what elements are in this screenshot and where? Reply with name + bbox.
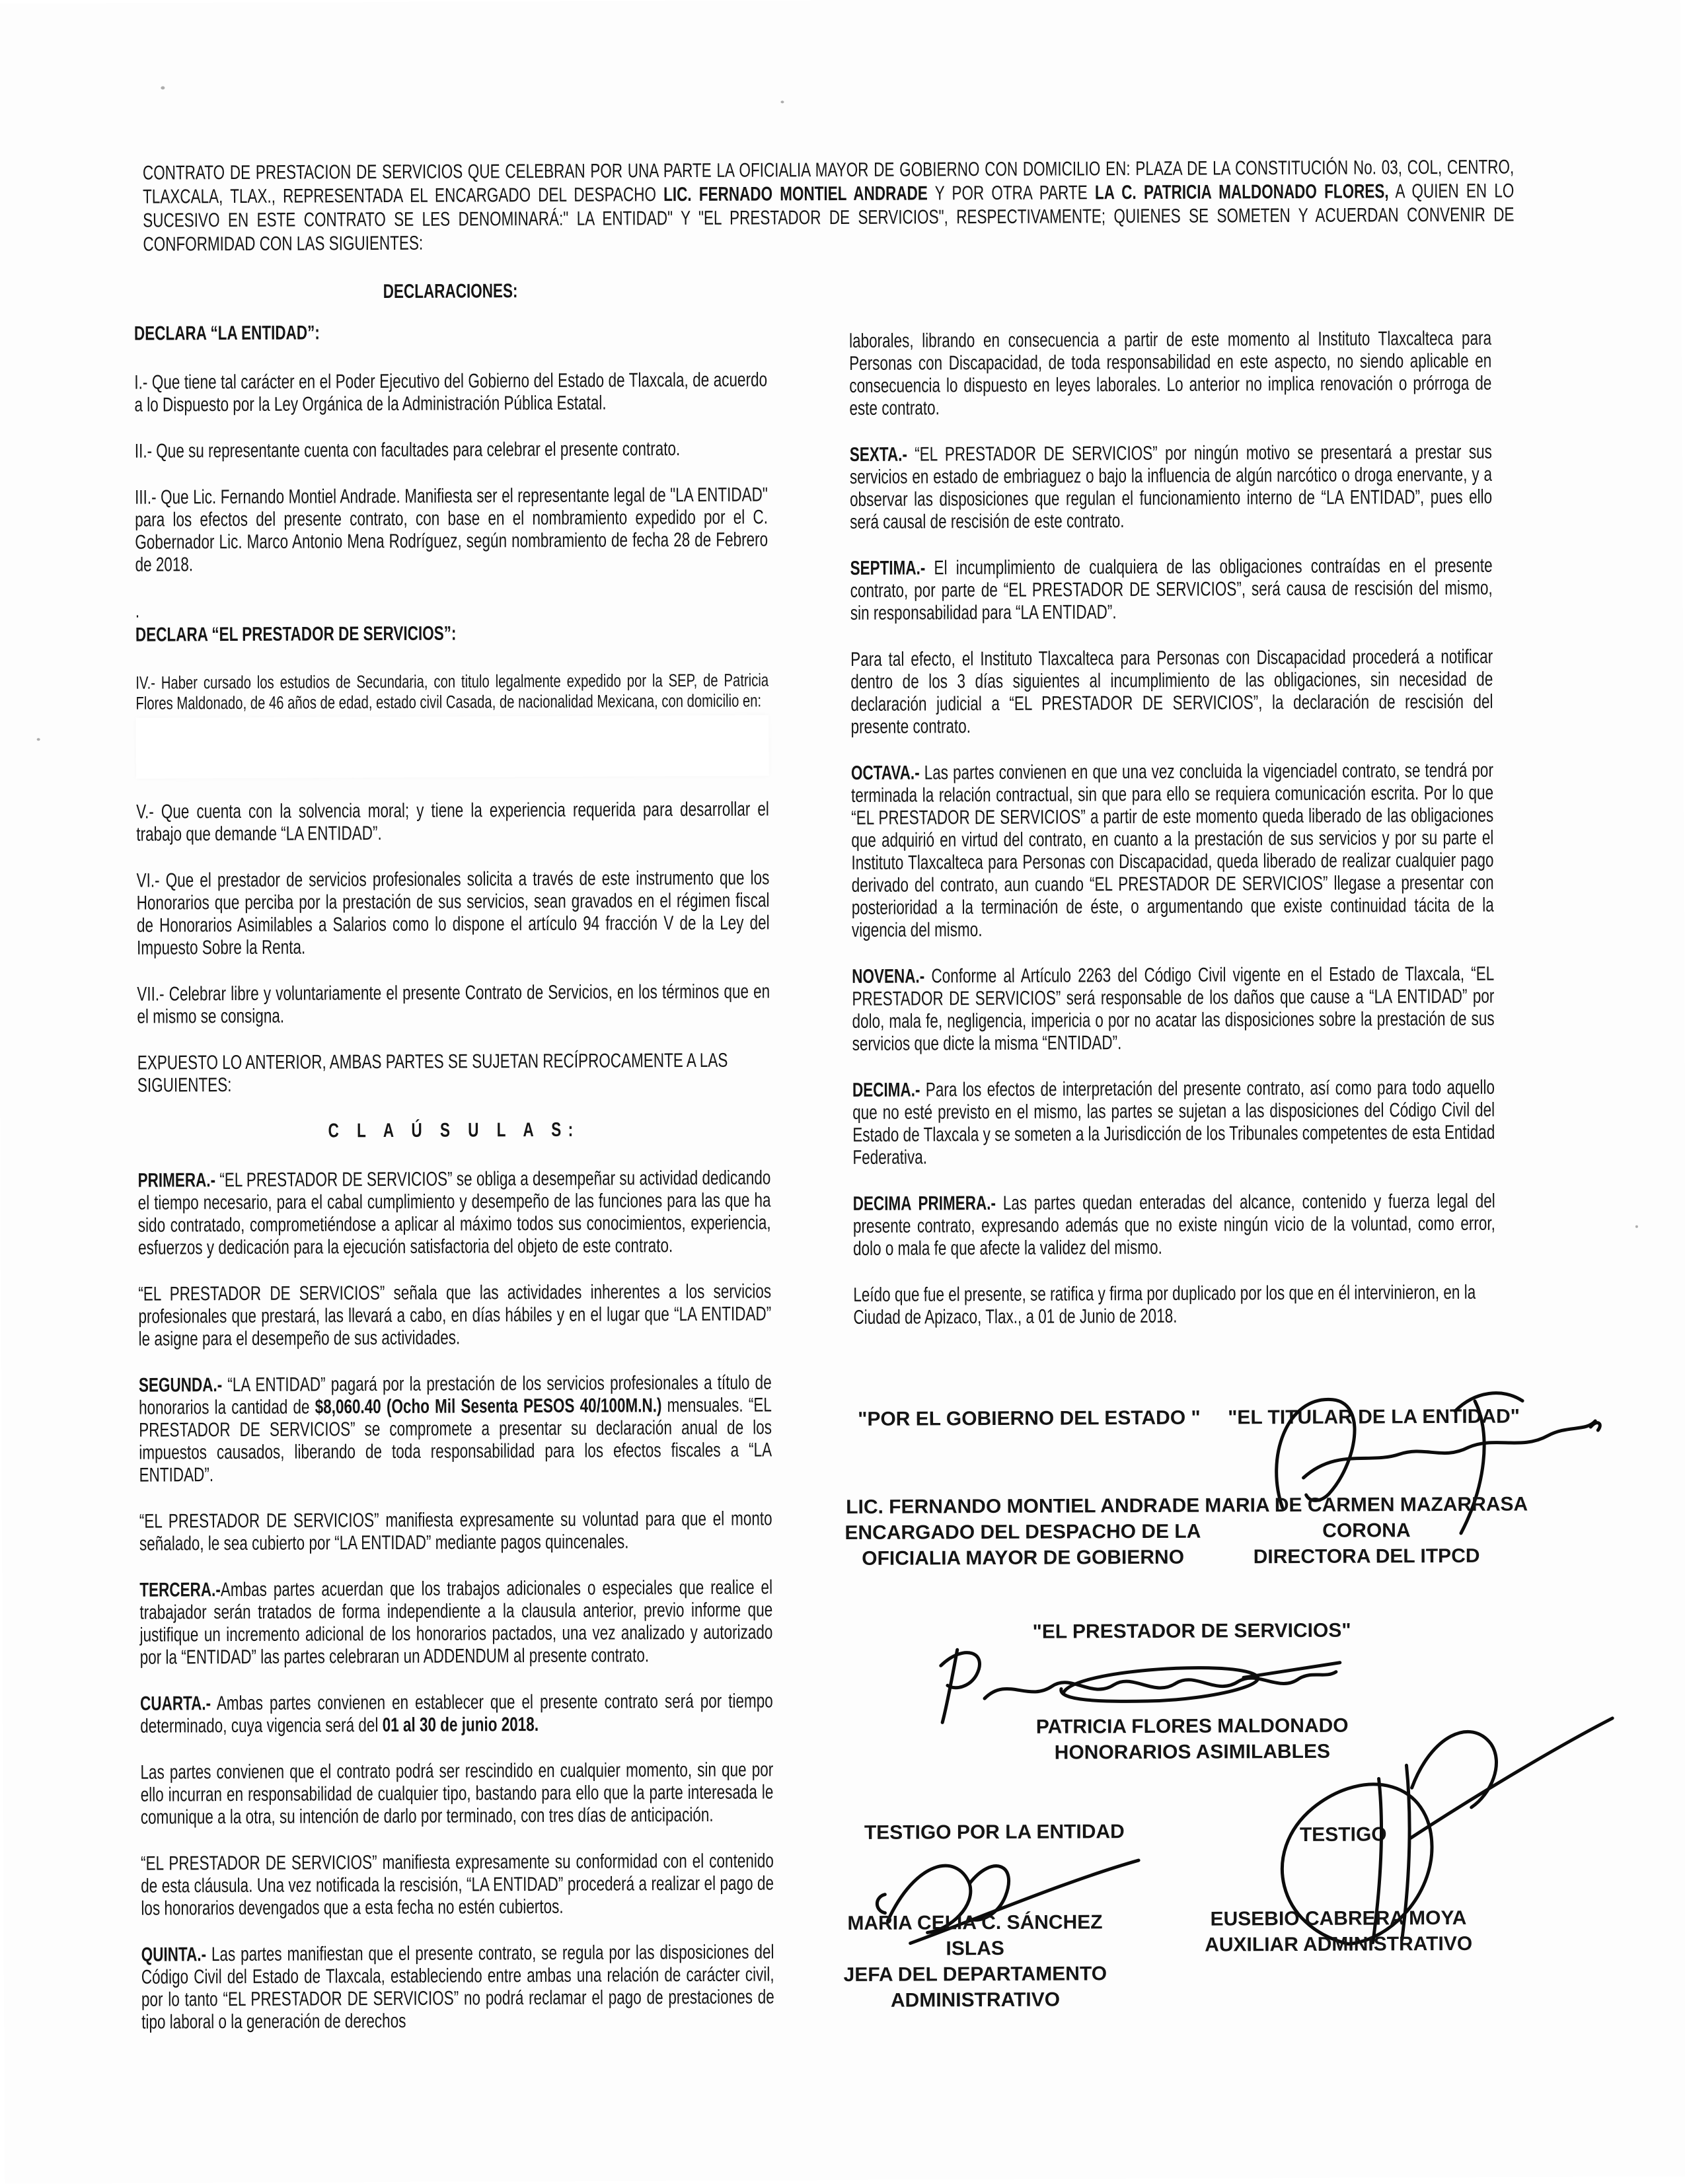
clause-decima: DECIMA.- Para los efectos de interpretación del presente contrato, así como para todo aquello que no esté previsto en el mismo, las partes se sujetan a las disposiciones del Código Civil del Estado de Tlaxcala y se someten a la Jurisdicción de los Tribunales competentes de esta Entidad Federativa. — [852, 1076, 1495, 1169]
clause-i: I.- Que tiene tal carácter en el Poder Ejecutivo del Gobierno del Estado de Tlaxcala, de acuerdo a lo Dispuesto por la Ley Orgánica de la Administración Pública Estatal. — [134, 369, 768, 416]
right-column — [849, 328, 1496, 1353]
contract-header-paragraph: CONTRATO DE PRESTACION DE SERVICIOS QUE CELEBRAN POR UNA PARTE LA OFICIALIA MAYOR DE GOBIERNO CON DOMICILIO EN: PLAZA DE LA CONSTITUCIÓN No. 03, COL, CENTRO, TLAXCALA, TLAX., REPRESENTADA EL ENCARGADO DEL DESPACHO LIC. FERNADO MONTIEL ANDRADE Y POR OTRA PARTE LA C. PATRICIA MALDONADO FLORES, A QUIEN EN LO SUCESIVO EN ESTE CONTRATO SE LES DENOMINARÁ:" LA ENTIDAD" Y "EL PRESTADOR DE SERVICIOS", RESPECTIVAMENTE; QUIENES SE SOMETEN Y ACUERDAN CONVENIR DE CONFORMIDAD CON LAS SIGUIENTES: — [142, 156, 1515, 256]
witness2-title: AUXILIAR ADMINISTRATIVO — [1205, 1932, 1473, 1956]
witness1-name: MARIA CELIA C. SÁNCHEZ ISLAS — [847, 1911, 1103, 1960]
clause-septima: SEPTIMA.- El incumplimiento de cualquiera de las obligaciones contraídas en el presente contrato, por parte de “EL PRESTADOR DE SERVICIOS”, será causa de rescisión del mismo, sin responsabilidad para “LA ENTIDAD”. — [850, 554, 1493, 624]
scan-speck — [1635, 1225, 1638, 1228]
declara-entidad-title: DECLARA “LA ENTIDAD”: — [133, 322, 320, 345]
declara-prestador-title: DECLARA “EL PRESTADOR DE SERVICIOS”: — [135, 622, 457, 646]
official2-name-line1: MARIA DE CARMEN MAZARRASA — [1205, 1493, 1528, 1517]
witness1-name-block — [829, 1909, 1121, 2014]
stray-dot: . — [135, 600, 140, 622]
clause-primera: PRIMERA.- “EL PRESTADOR DE SERVICIOS” se obliga a desempeñar su actividad dedicando el tiempo necesario, para el cabal cumplimiento y desempeño de las funciones para las que ha sido contratado, comprometiéndose a aplicar al máximo todos sus conocimientos, experiencia, esfuerzos y dedicación para la ejecución satisfactoria del objeto de este contrato. — [137, 1167, 771, 1259]
witness1-title-line1: JEFA DEL DEPARTAMENTO — [843, 1963, 1107, 1986]
clause-v: V.- Que cuenta con la solvencia moral; y tiene la experiencia requerida para desarrollar el trabajo que demande “LA ENTIDAD”. — [136, 798, 769, 846]
titular-caption: "EL TITULAR DE LA ENTIDAD" — [1228, 1405, 1520, 1429]
official1-name-block — [831, 1493, 1215, 1572]
prestador-senala-paragraph: “EL PRESTADOR DE SERVICIOS” señala que las actividades inherentes a los servicios profesionales que prestará, las llevará a cabo, en días hábiles y en el lugar que “LA ENTIDAD” le asigne para el desempeño de sus actividades. — [138, 1280, 772, 1350]
declaraciones-title: DECLARACIONES: — [383, 280, 518, 303]
clause-tercera: TERCERA.-Ambas partes acuerdan que los trabajos adicionales o especiales que realice el trabajador serán tratados de forma independiente a la clausula anterior, previo informe que justifique un incremento adicional de los honorarios pactados, una vez analizado y autorizado por la “ENTIDAD” las partes celebraran un ADDENDUM al presente contrato. — [139, 1576, 773, 1669]
prestador-voluntad-paragraph: “EL PRESTADOR DE SERVICIOS” manifiesta expresamente su voluntad para que el monto señalado, le sea cubierto por “LA ENTIDAD” mediante pagos quincenales. — [139, 1508, 772, 1555]
gov-caption: "POR EL GOBIERNO DEL ESTADO " — [858, 1406, 1201, 1430]
witness-right-caption: TESTIGO — [1299, 1823, 1387, 1846]
official1-title-line2: OFICIALIA MAYOR DE GOBIERNO — [862, 1546, 1185, 1570]
prestador-conformidad-paragraph: “EL PRESTADOR DE SERVICIOS” manifiesta expresamente su conformidad con el contenido de esta cláusula. Una vez notificada la rescisión, “LA ENTIDAD” procederá a realizar el pago de los honorarios devengados que a esta fecha no estén cubiertos. — [141, 1850, 774, 1920]
laborales-continuation-paragraph: laborales, librando en consecuencia a partir de este momento al Instituto Tlaxcalteca para Personas con Discapacidad, de toda responsabilidad en este aspecto, no siendo aplicable en consecuencia lo dispuesto en leyes laborales. Lo anterior no implica renovación o prórroga de este contrato. — [848, 327, 1492, 419]
clause-sexta: SEXTA.- “EL PRESTADOR DE SERVICIOS” por ningún motivo se presentará a prestar sus servicios en estado de embriaguez o bajo la influencia de algún narcótico o droga enervante, y a observar las disposiciones que regulan el funcionamiento interno de “LA ENTIDAD”, pues ello será causal de rescisión de este contrato. — [849, 441, 1493, 533]
clause-ii: II.- Que su representante cuenta con facultades para celebrar el presente contrato. — [134, 438, 681, 462]
witness2-name-block — [1186, 1905, 1490, 1958]
clause-octava: OCTAVA.- Las partes convienen en que una vez concluida la vigenciadel contrato, se tendrá por terminada la relación contractual, sin que para ello se requiera comunicación escrita. Por lo que “EL PRESTADOR DE SERVICIOS” a partir de este momento queda liberado de las obligaciones que adquirió en virtud del contrato, en cuanto a la prestación de sus servicios y por su parte el Instituto Tlaxcalteca para Personas con Discapacidad, queda liberado de realizar cualquier pago derivado del contrato, aun cuando “EL PRESTADOR DE SERVICIOS” llegase a presentar con posterioridad a la terminación de éste, o argumentando que existe continuidad tácita de la vigencia del mismo. — [850, 759, 1494, 941]
clause-cuarta: CUARTA.- Ambas partes convienen en establecer que el presente contrato será por tiempo determinado, cuya vigencia será del 01 al 30 de junio 2018. — [139, 1690, 773, 1737]
official2-name-line2: CORONA — [1322, 1519, 1411, 1542]
expuesto-paragraph: EXPUESTO LO ANTERIOR, AMBAS PARTES SE SUJETAN RECÍPROCAMENTE A LAS SIGUIENTES: — [137, 1049, 728, 1097]
official2-title: DIRECTORA DEL ITPCD — [1253, 1545, 1480, 1568]
official1-title-line1: ENCARGADO DEL DESPACHO DE LA — [844, 1520, 1201, 1544]
scan-speck — [37, 738, 40, 741]
clause-decima-primera: DECIMA PRIMERA.- Las partes quedan enteradas del alcance, contenido y fuerza legal del presente contrato, expresando además que no existe ningún vicio de la voluntad, como error, dolo o mala fe que afecte la validez del mismo. — [852, 1190, 1495, 1260]
left-column — [134, 279, 774, 2033]
redacted-area — [136, 715, 769, 778]
clause-quinta: QUINTA.- Las partes manifiestan que el presente contrato, se regula por las disposiciones del Código Civil del Estado de Tlaxcala, estableciendo entre ambas una relación de carácter civil, por lo tanto “EL PRESTADOR DE SERVICIOS” no podrá reclamar el pago de prestaciones de tipo laboral o la generación de derechos — [141, 1941, 774, 2033]
official2-name-block — [1205, 1491, 1529, 1570]
clause-iv: IV.- Haber cursado los estudios de Secundaria, con titulo legalmente expedido por la SEP, de Patricia Flores Maldonado, de 46 años de edad, estado civil Casada, de nacionalidad Mexicana, con domicilio en: — [135, 670, 769, 713]
clausulas-title: C L A Ú S U L A S: — [328, 1118, 580, 1142]
clause-vi: VI.- Que el prestador de servicios profesionales solicita a través de este instrumento que los Honorarios que perciba por la prestación de sus servicios, sean gravados en el régimen fiscal de Honorarios Asimilables a Salarios como lo dispone el artículo 94 fracción V de la Ley del Impuesto Sobre la Renta. — [136, 867, 770, 959]
prestador-caption: "EL PRESTADOR DE SERVICIOS" — [1032, 1619, 1351, 1643]
clause-iii: III.- Que Lic. Fernando Montiel Andrade. Manifiesta ser el representante legal de "LA ENTIDAD" para los efectos del presente contrato, con base en el nombramiento expedido por el C. Gobernador Lic. Marco Antonio Mena Rodríguez, según nombramiento de fecha 28 de Febrero de 2018. — [135, 484, 768, 576]
clause-segunda: SEGUNDA.- “LA ENTIDAD” pagará por la prestación de los servicios profesionales a título de honorarios la cantidad de $8,060.40 (Ocho Mil Sesenta PESOS 40/100M.N.) mensuales. “EL PRESTADOR DE SERVICIOS” se compromete a presentar su declaración anual de los impuestos causados, liberando de toda responsabilidad para los efectos fiscales a “LA ENTIDAD”. — [138, 1371, 772, 1486]
leido-paragraph: Leído que fue el presente, se ratifica y firma por duplicado por los que en él intervinieron, en la Ciudad de Apizaco, Tlax., a 01 de Junio de 2018. — [853, 1281, 1476, 1329]
para-tal-efecto-paragraph: Para tal efecto, el Instituto Tlaxcalteca para Personas con Discapacidad procederá a notificar dentro de los 3 días siguientes al incumplimiento de las obligaciones, sin necesidad de declaración judicial a “EL PRESTADOR DE SERVICIOS”, la declaración de rescisión del presente contrato. — [850, 645, 1493, 738]
clause-novena: NOVENA.- Conforme al Artículo 2263 del Código Civil vigente en el Estado de Tlaxcala, “EL PRESTADOR DE SERVICIOS” será responsable de los daños que cause a “LA ENTIDAD” por dolo, mala fe, negligencia, impericia o por no acatar las disposiciones sobre la prestación de sus servicios que dicte la misma “ENTIDAD”. — [852, 963, 1495, 1055]
witness2-name: EUSEBIO CABRERA MOYA — [1210, 1907, 1467, 1930]
prestador-name: PATRICIA FLORES MALDONADO — [1035, 1714, 1349, 1738]
witness-left-caption: TESTIGO POR LA ENTIDAD — [864, 1821, 1125, 1844]
scan-speck — [161, 86, 165, 89]
witness1-title-line2: ADMINISTRATIVO — [890, 1988, 1061, 2012]
official1-name: LIC. FERNANDO MONTIEL ANDRADE — [846, 1494, 1200, 1518]
clause-vii: VII.- Celebrar libre y voluntariamente el presente Contrato de Servicios, en los términos que en el mismo se consigna. — [137, 980, 770, 1028]
las-partes-paragraph: Las partes convienen que el contrato podrá ser rescindido en cualquier momento, sin que por ello incurran en responsabilidad de cualquier tipo, bastando para ello que la parte interesada le comunique a la otra, su intención de darlo por terminado, con tres días de anticipación. — [140, 1759, 774, 1829]
scan-speck — [780, 100, 784, 103]
prestador-title: HONORARIOS ASIMILABLES — [1054, 1740, 1331, 1764]
